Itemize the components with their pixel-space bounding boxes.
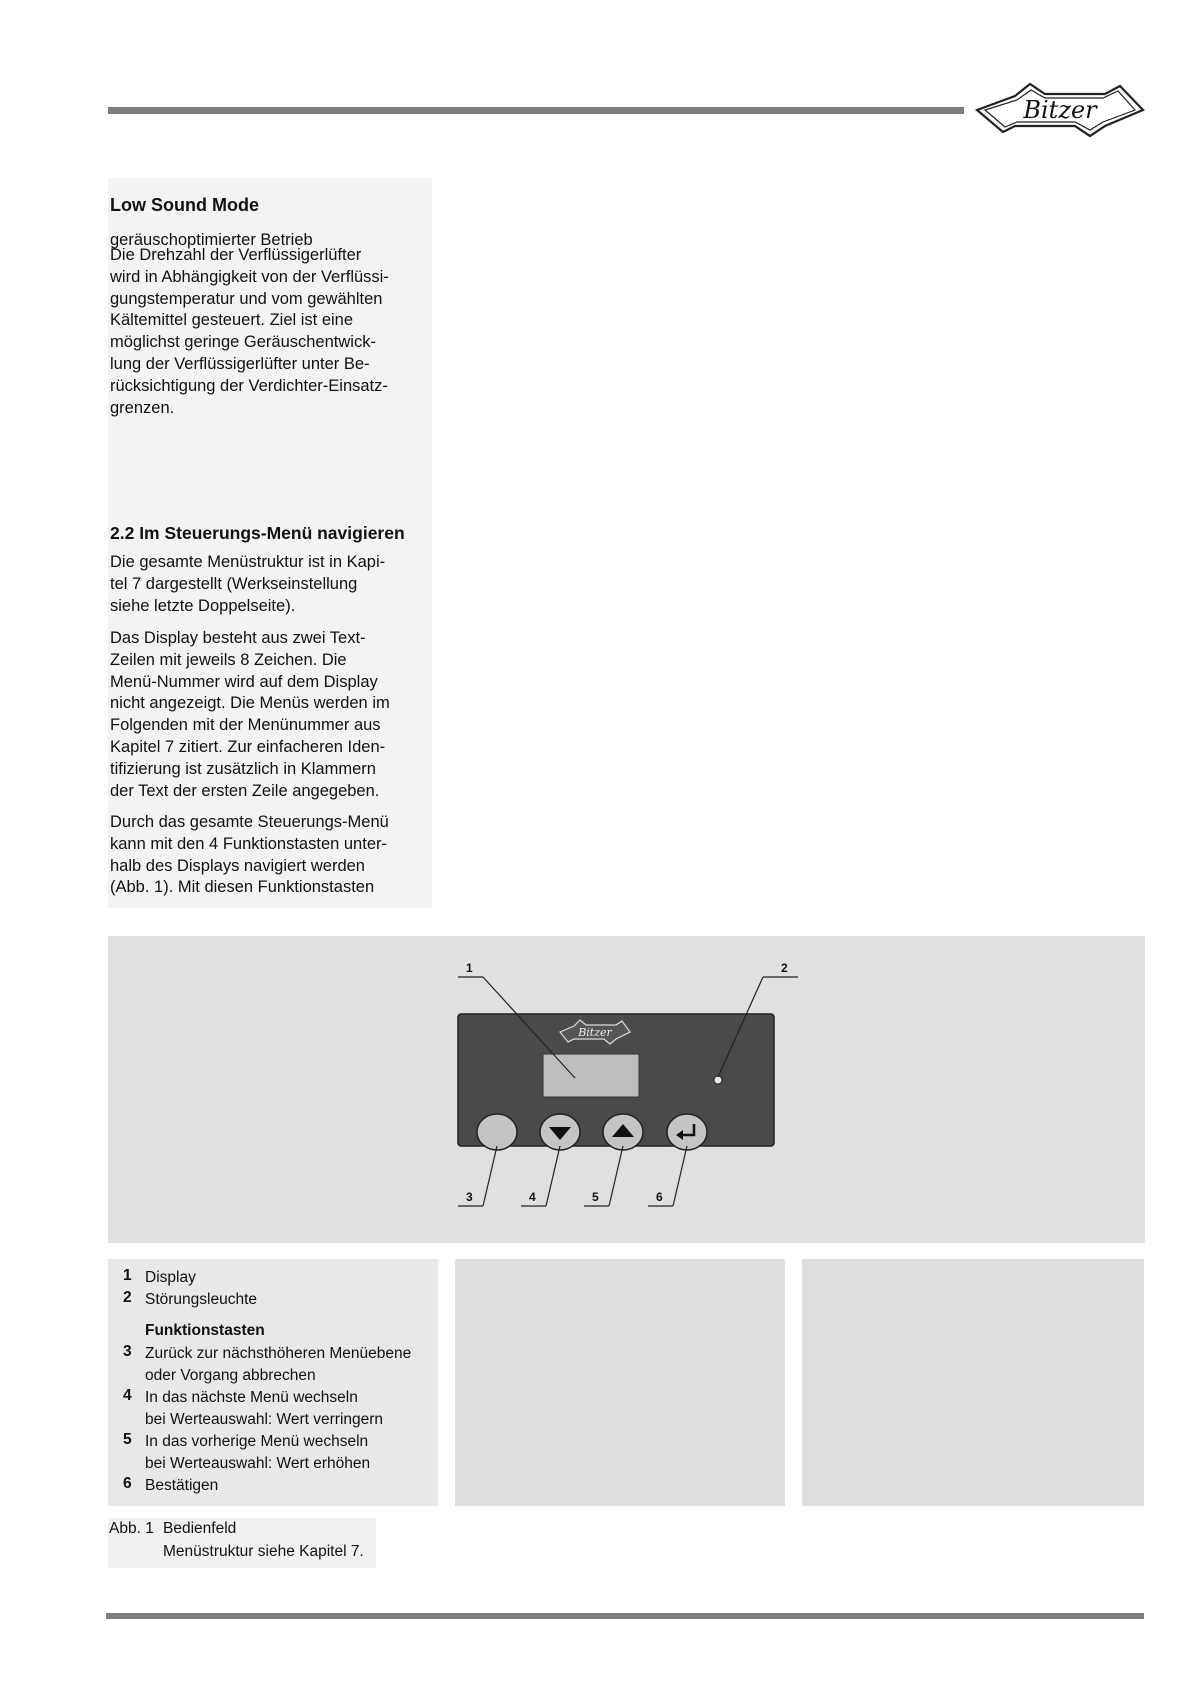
callout-6: 6: [656, 1190, 663, 1204]
nav-paragraph-3: Durch das gesamte Steuerungs-Menü kann mit den 4 Funktionstasten unter- halb des Displays navigiert werden (Abb. 1). Mit diesen Funktionstasten: [110, 813, 389, 897]
section-subtitle: geräuschoptimierter Betrieb: [110, 230, 313, 249]
display-window: [543, 1054, 639, 1097]
down-button[interactable]: [540, 1114, 580, 1150]
empty-panel-left: [455, 1259, 785, 1506]
callout-5: 5: [592, 1190, 599, 1204]
empty-panel-right: [802, 1259, 1144, 1506]
caption-label: Abb. 1: [109, 1520, 154, 1537]
callout-3: 3: [466, 1190, 473, 1204]
nav-paragraph-1: Die gesamte Menüstruktur ist in Kapi- tel 7 dargestellt (Werkseinstellung siehe letzte Doppelseite).: [110, 553, 386, 615]
fault-led: [714, 1076, 722, 1084]
figure-legend: [108, 1259, 438, 1506]
enter-button[interactable]: [667, 1114, 707, 1150]
caption-title: Bedienfeld: [163, 1520, 237, 1537]
callout-4: 4: [529, 1190, 536, 1204]
caption-note: Menüstruktur siehe Kapitel 7.: [163, 1543, 364, 1560]
control-panel-figure: [108, 936, 1145, 1243]
footer-rule: [106, 1613, 1144, 1619]
bitzer-logo: [975, 82, 1145, 138]
callout-2: 2: [781, 961, 788, 975]
svg-text:Bitzer: Bitzer: [1023, 96, 1097, 124]
legend-item-6: 6 Bestätigen: [123, 1475, 219, 1494]
header-rule: [108, 107, 964, 114]
back-button[interactable]: [477, 1114, 517, 1150]
legend-item-1: 1 Display: [123, 1267, 196, 1286]
section-title-navigation: 2.2 Im Steuerungs-Menü navigieren: [110, 522, 405, 543]
nav-paragraph-2: Das Display besteht aus zwei Text- Zeilen mit jeweils 8 Zeichen. Die Menü-Nummer wird auf dem Display nicht angezeigt. Die Menüs werden im Folgenden mit der Menünummer aus Kapitel 7 zitiert. Zur einfacheren Iden- tifizierung ist zusätzlich in Klammern der Text der ersten Zeile angegeben.: [110, 629, 390, 800]
legend-item-2: 2 Störungsleuchte: [123, 1289, 258, 1308]
up-button[interactable]: [603, 1114, 643, 1150]
callout-1: 1: [466, 961, 473, 975]
legend-item-4: 4 In das nächste Menü wechseln bei Werteauswahl: Wert verringern: [123, 1387, 384, 1428]
legend-heading: Funktionstasten: [145, 1322, 265, 1339]
legend-item-3: 3 Zurück zur nächsthöheren Menüebene oder Vorgang abbrechen: [123, 1343, 412, 1384]
legend-item-5: 5 In das vorherige Menü wechseln bei Werteauswahl: Wert erhöhen: [123, 1431, 371, 1472]
figure-caption: [108, 1518, 376, 1568]
section-title-low-sound: Low Sound Mode: [110, 194, 259, 215]
svg-text:Bitzer: Bitzer: [578, 1026, 612, 1039]
low-sound-paragraph: Die Drehzahl der Verflüssigerlüfter wird in Abhängigkeit von der Verflüssi- gungstemperatur und vom gewählten Kältemittel gesteuert. Ziel ist eine möglichst geringe Geräuschentwick- lung der Verflüssigerlüfter unter Be- rücksichtigung der Verdichter-Einsatz- grenzen.: [110, 246, 389, 417]
